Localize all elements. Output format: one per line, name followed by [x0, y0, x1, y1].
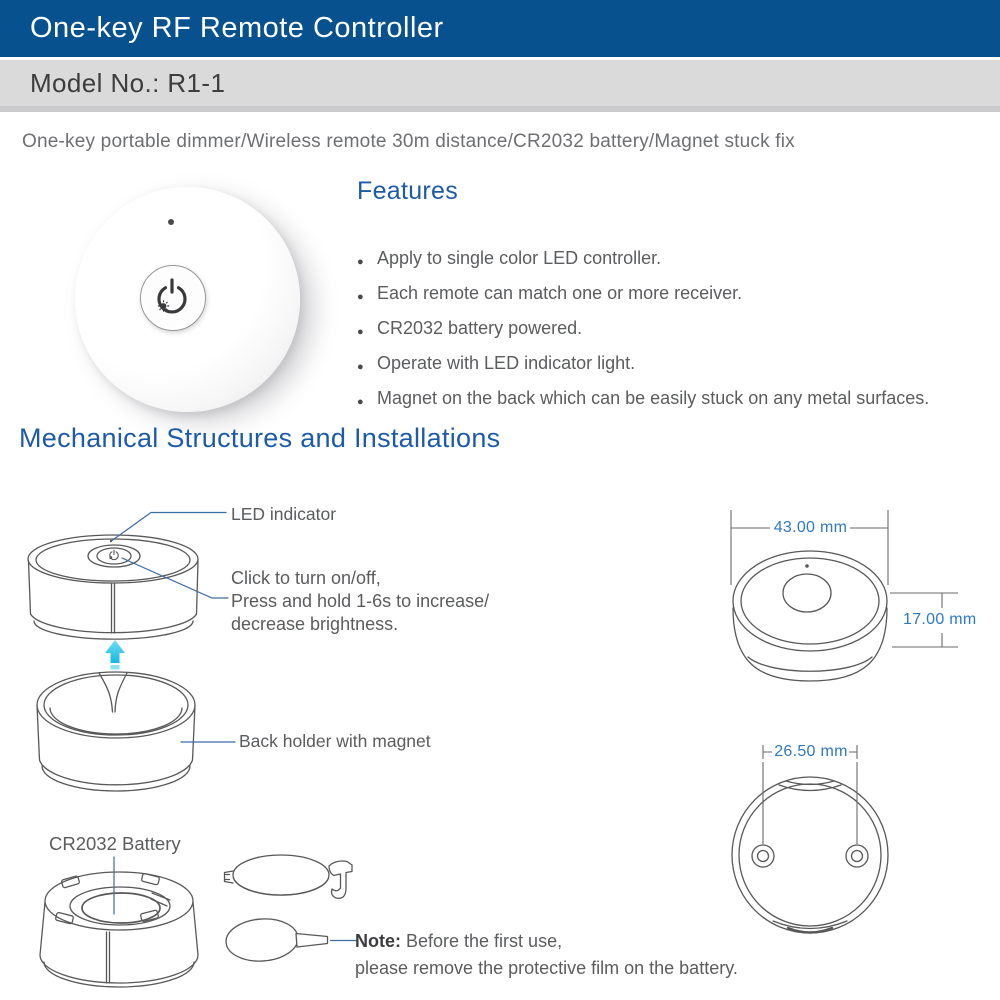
- click-instruction-line: decrease brightness.: [231, 614, 399, 634]
- led-indicator-label: LED indicator: [231, 504, 337, 524]
- click-instruction-line: Press and hold 1-6s to increase/: [231, 591, 490, 611]
- mechanical-heading: Mechanical Structures and Installations: [19, 423, 501, 453]
- note-line-1: [355, 928, 738, 955]
- dimension-width: 43.00 mm: [773, 519, 848, 536]
- back-view-drawing: [732, 777, 888, 933]
- model-number: Model No.: R1-1: [30, 68, 226, 98]
- remote-unit-drawing: [28, 535, 198, 639]
- led-dot: [168, 219, 174, 225]
- battery-holder-drawing: [40, 872, 198, 987]
- note-text: [355, 928, 738, 982]
- arrow-up-icon: [105, 640, 125, 680]
- feature-item: ● Magnet on the back which can be easily stuck on any metal surfaces.: [357, 387, 957, 409]
- features-heading: Features: [357, 177, 459, 205]
- battery-cover-drawing: [225, 855, 353, 898]
- power-icon: [141, 266, 203, 328]
- battery-label: CR2032 Battery: [49, 833, 181, 854]
- product-photo: [75, 187, 300, 412]
- product-summary: One-key portable dimmer/Wireless remote 30m distance/CR2032 battery/Magnet stuck fix: [22, 131, 795, 152]
- features-list: [357, 247, 957, 422]
- protective-film-drawing: [225, 917, 328, 964]
- back-holder-label: Back holder with magnet: [239, 731, 431, 751]
- dimension-hole-spacing: 26.50 mm: [774, 743, 848, 760]
- remote-dimension-drawing: [733, 551, 887, 681]
- back-holder-drawing: [37, 672, 195, 791]
- power-button: [140, 265, 206, 331]
- feature-item: ● Each remote can match one or more receiver.: [357, 282, 957, 304]
- note-rest: Before the first use,: [401, 931, 563, 951]
- note-line-2: please remove the protective film on the battery.: [355, 958, 738, 978]
- page-title: One-key RF Remote Controller: [30, 12, 444, 44]
- dimension-height: 17.00 mm: [903, 611, 977, 628]
- brightness-sun-icon: [158, 300, 169, 311]
- click-instructions: [231, 567, 489, 636]
- model-bar: [0, 60, 1000, 112]
- feature-item: ● Apply to single color LED controller.: [357, 247, 957, 269]
- click-instruction-line: Click to turn on/off,: [231, 568, 381, 588]
- note-bold: Note:: [355, 931, 401, 951]
- power-glyph-small: [110, 550, 118, 559]
- feature-item: ● Operate with LED indicator light.: [357, 352, 957, 374]
- feature-item: ● CR2032 battery powered.: [357, 317, 957, 339]
- led-indicator-mark: [110, 540, 112, 542]
- header-bar: [0, 0, 1000, 57]
